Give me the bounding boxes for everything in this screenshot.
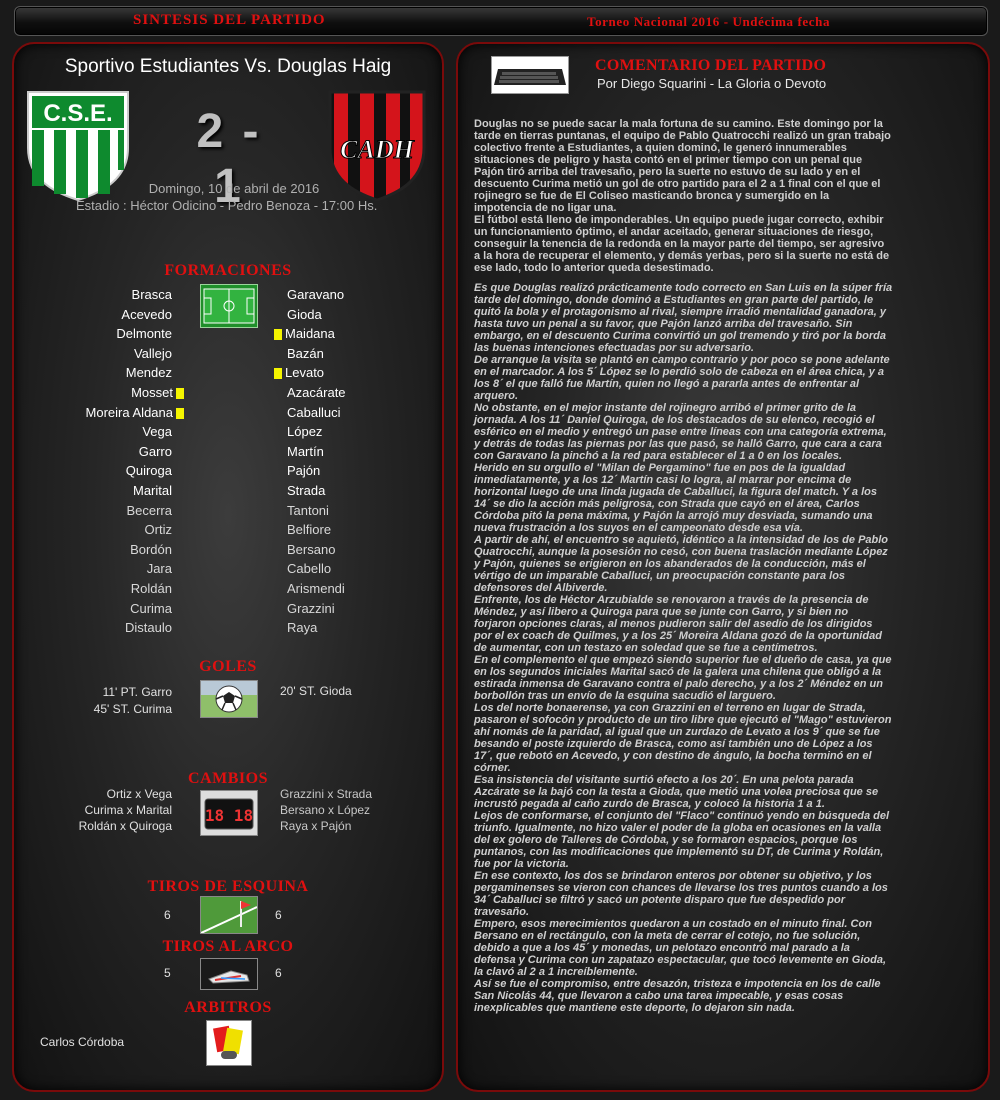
article-line: defensores del Albiverde. <box>474 582 608 594</box>
home-player <box>145 522 172 537</box>
article-line: Los del norte bonaerense, ya con Grazzini en el terreno en lugar de Strada, <box>474 702 866 714</box>
article-line: la clavó al 2 a 1 increíblemente. <box>474 966 638 978</box>
goals-heading: GOLES <box>199 658 257 675</box>
article-line: besando el poste izquierdo de Brasca, como así también uno de López a los <box>474 738 873 750</box>
home-player-name: Curima <box>130 600 172 616</box>
article-line: Azcárate se la bajó con la testa a Gioda, que metió una volea preciosa que se <box>474 786 879 798</box>
away-player <box>287 405 340 420</box>
away-crest-text: CADH <box>340 135 414 164</box>
home-crest-text: C.S.E. <box>43 100 113 127</box>
keyboard-icon <box>491 56 569 94</box>
article-line: quitó la bola y el protagonismo al rival, siempre irradió mentalidad ganadora, y <box>474 306 886 318</box>
away-player-name: Arismendi <box>287 581 345 596</box>
article-line: Herido en su orgullo el "Milan de Pergamino" fue en pos de la igualdad <box>474 462 846 474</box>
article-line: estirada inmensa de Garavano contra el palo derecho, y a los 2´ Méndez en un <box>474 678 883 690</box>
article-line: situaciones de peligro y hasta contó en el primer tiempo con un penal que <box>474 154 863 166</box>
away-player <box>287 287 344 302</box>
away-player <box>287 522 331 537</box>
referees-heading: ARBITROS <box>184 999 272 1016</box>
corners-heading: TIROS DE ESQUINA <box>147 878 309 895</box>
corner-flag-icon <box>200 896 258 934</box>
away-player-name: Raya <box>287 620 318 636</box>
home-player-name: Vallejo <box>133 345 172 361</box>
home-player-name: Garro <box>138 443 172 459</box>
away-player <box>287 463 320 478</box>
away-player-name: Azacárate <box>287 385 346 400</box>
home-player <box>131 385 184 400</box>
away-player-name: Bazán <box>287 345 324 361</box>
article-line: San Nicolás 44, que llevaron a cabo una tarea impecable, y esas cosas <box>474 990 844 1002</box>
article-line: fue por la victoria. <box>474 858 569 870</box>
article-line: Esa insistencia del visitante surtió efecto a los 20´. En una pelota parada <box>474 774 854 786</box>
article-line: y Pajón, quienes se erigieron en los abanderados de la conducción, más el <box>474 558 866 570</box>
article-line: un funcionamiento óptimo, el andar aceitado, generar situaciones de riesgo, <box>474 226 874 238</box>
article-line: ahí nomás de la paridad, al igual que un zurdazo de Levato a los 9´ que se fue <box>474 726 880 738</box>
article-line: pasaron el sofocón y producto de un tiro libre que ejecutó el "Mago" estuvieron <box>474 714 892 726</box>
article-line: puntanos, con las modificaciones que implementó su DT, de Curima y Roldán, <box>474 846 884 858</box>
away-player-name: Strada <box>287 483 326 498</box>
home-player <box>132 287 172 302</box>
home-player <box>131 581 172 596</box>
article-line: ese lado, todo lo anterior queda desestimado. <box>474 262 714 274</box>
home-player-name: Distaulo <box>125 620 172 636</box>
changes-heading: CAMBIOS <box>188 770 268 787</box>
article-line: triunfo. Igualmente, no hizo valer el poder de la globa en ocasiones en la valla <box>474 822 882 834</box>
article-line: El fútbol está lleno de imponderables. Un equipo puede jugar correcto, exhibir <box>474 214 884 226</box>
article-line: pergaminenses se vieron con chances de llevarse los tres puntos cuando a los <box>474 882 888 894</box>
home-player-name: Brasca <box>131 287 172 302</box>
article-line: 34´ Caballuci se filtró y sacó un potente disparo que fue despedido por <box>474 894 846 906</box>
article-line: Así se fue el compromiso, entre desazón, tristeza e impotencia en los de calle <box>474 978 881 990</box>
article-line: del ex golero de Talleres de Córdoba, y se formaron espacios, porque los <box>474 834 858 846</box>
article-line: No obstante, en el mejor instante del rojinegro arribó el primer grito de la <box>474 402 857 414</box>
away-player <box>274 365 324 380</box>
away-player-name: Cabello <box>287 561 332 577</box>
home-player-name: Vega <box>142 424 172 440</box>
away-player-name: Caballuci <box>287 404 341 420</box>
article-line: Douglas no se puede sacar la mala fortuna de su camino. Este domingo por la <box>474 118 883 130</box>
article-line: conseguir la tenencia de la redonda en la mayor parte del tiempo, ser agresivo <box>474 238 885 250</box>
article-line: forjaron opciones claras, al menos pudieron salir del asedio de los dirigidos <box>474 618 873 630</box>
article-line: embargo, en el descuento Curima convirtió un gol tremendo y tiró por la borda <box>474 330 886 342</box>
away-goal-1: 20' ST. Gioda <box>280 684 352 698</box>
home-player-name: Moreira Aldana <box>85 404 173 420</box>
article-line: vértigo de un imparable Caballuci, un preocupación constante para los <box>474 570 846 582</box>
article-line: En ese contexto, los dos se brindaron enteros por obtener su objetivo, y los <box>474 870 872 882</box>
article-line: y detrás de todas las piernas por las que pasó, se halló Garro, que cara a cara <box>474 438 882 450</box>
article-line: las buenas intenciones efectuadas por su adversario. <box>474 342 754 354</box>
article-line: horizontal luego de una linda jugada de Caballuci, la figura del match. Y a los <box>474 486 878 498</box>
article-line: con Garavano la pinchó a la red para establecer el 1 a 0 en los locales. <box>474 450 843 462</box>
away-player <box>274 326 335 341</box>
away-player <box>287 503 329 518</box>
home-player-name: Ortiz <box>144 522 172 538</box>
away-player-name: Martín <box>287 443 324 459</box>
home-player-name: Marital <box>132 483 172 498</box>
article-line: los 8´ el que falló fue Martín, quien no llegó a pararla antes de enfrentar al <box>474 378 860 390</box>
article-line: nueva frustración a los suyos en el campeonato desde esa vía. <box>474 522 803 534</box>
away-player-name: Maidana <box>285 326 335 342</box>
away-shots: 6 <box>275 966 282 980</box>
away-player <box>287 483 325 498</box>
away-change-2: Bersano x López <box>280 803 371 817</box>
away-player-name: Gioda <box>287 306 322 322</box>
article-line: esférico en el medio y entregó un pase entre líneas con una categoría extrema, <box>474 426 887 438</box>
article-line: arquero. <box>474 390 519 402</box>
article-line: De arranque la visita se plantó en campo contrario y por poco se pone adelante <box>474 354 890 366</box>
away-player <box>287 385 346 400</box>
article-line: en el marcador. A los 5´ López se lo perdió solo de cabeza en el área chica, y a <box>474 366 885 378</box>
article-line: hasta tuvo un penal a su favor, que Pajón lanzó arriba del travesaño. Sin <box>474 318 853 330</box>
home-change-1: Ortiz x Vega <box>106 787 172 801</box>
article-line: 14´ se dio la acción más peligrosa, con Strada que cayó en el área, Carlos <box>474 498 860 510</box>
away-player <box>287 542 335 557</box>
home-goal-2: 45' ST. Curima <box>93 702 172 716</box>
article-line: por el ex coach de Quilmes, y a los 25´ Moreira Aldana gozó de la oportunidad <box>474 630 882 642</box>
sub-board-text: 18 18 <box>204 806 254 825</box>
article-line: tarde del domingo, donde dominó a Estudiantes en gran parte del partido, le <box>474 294 874 306</box>
sub-board-icon <box>200 790 258 836</box>
away-change-3: Raya x Pajón <box>280 819 352 833</box>
away-corners: 6 <box>275 908 282 922</box>
article-line: impotencia de no ligar una. <box>474 202 617 214</box>
home-player-name: Becerra <box>126 502 172 518</box>
yellow-card-icon <box>274 329 282 340</box>
home-player <box>126 365 172 380</box>
article-line: descuento Curima metió un gol de otro partido para el 2 a 1 final con el que el <box>474 178 881 190</box>
away-player-name: Belfiore <box>287 522 332 538</box>
article-line: colectivo frente a Estudiantes, a quien dominó, le generó innumerables <box>474 142 847 154</box>
article-line: tarde en tierras puntanas, el equipo de Pablo Quatrocchi realizó un gran trabajo <box>474 130 891 142</box>
article-line: borbollón tras un envío de la esquina sacudió el larguero. <box>474 690 776 702</box>
away-change-1: Grazzini x Strada <box>280 787 373 801</box>
home-player-name: Mosset <box>131 385 173 400</box>
top-header-bar <box>14 6 988 36</box>
comment-byline: Por Diego Squarini - La Gloria o Devoto <box>597 76 827 91</box>
article-line: Bersano en el rectángulo, con la meta de cerrar el cotejo, no fue solución, <box>474 930 861 942</box>
home-player <box>142 424 172 439</box>
article-line: en los segundos iniciales Marital sacó de la galera una chilena que obligó a la <box>474 666 882 678</box>
home-shots: 5 <box>164 966 171 980</box>
home-player-name: Jara <box>146 561 172 577</box>
home-player-name: Quiroga <box>125 463 172 479</box>
referee-cards-icon <box>206 1020 252 1066</box>
summary-title: SINTESIS DEL PARTIDO <box>133 12 326 28</box>
article-line: 17´, que rebotó en Acevedo, y con destino de ángulo, la bocha terminó en el <box>474 750 872 762</box>
article-line: Córdoba pitó la pena máxima, y Pajón la arrojó muy desviada, sumando una <box>474 510 873 522</box>
article-line: rojinegro se fue de El Coliseo masticando bronca y sumergido en la <box>474 190 830 202</box>
article-line: inmediatamente, y a los 12´ Martín casi lo logra, al marrar por encima de <box>474 474 852 486</box>
home-player-name: Acevedo <box>121 306 172 322</box>
article-line: travesaño. <box>474 906 530 918</box>
home-player <box>121 307 172 322</box>
away-player <box>287 561 331 576</box>
article-line: inexplicables que mantiene este deporte, lo dejaron sin nada. <box>474 1002 795 1014</box>
away-player-name: Garavano <box>287 287 345 302</box>
lineups-heading: FORMACIONES <box>164 262 292 279</box>
home-player <box>139 444 172 459</box>
away-player <box>287 581 345 596</box>
article-line: Lejos de conformarse, el conjunto del "Flaco" continuó yendo en búsqueda del <box>474 810 890 822</box>
away-player <box>287 620 317 635</box>
article-line: a la hora de recuperar el elemento, y demás yerbas, pero si la suerte no está de <box>474 250 890 262</box>
comment-panel <box>456 42 990 1092</box>
referee-name: Carlos Córdoba <box>40 1035 125 1049</box>
article-line: de aumentar, con un testazo en soledad que se fue a centímetros. <box>474 642 818 654</box>
article-body <box>474 118 970 1022</box>
article-line: A partir de ahí, el encuentro se aquietó, idéntico a la intensidad de los de Pablo <box>474 534 889 546</box>
home-player-name: Roldán <box>130 581 172 596</box>
article-line: jornada. A los 11´ Daniel Quiroga, de los destacados de su elenco, recogió el <box>474 414 875 426</box>
pitch-icon <box>200 284 258 328</box>
comment-heading: COMENTARIO DEL PARTIDO <box>595 57 827 74</box>
away-player <box>287 601 335 616</box>
yellow-card-icon <box>274 368 282 379</box>
article-line: defensa y Curima con un zapatazo espectacular, que tocó levemente en Gioda, <box>474 954 887 966</box>
home-player <box>147 561 172 576</box>
home-player <box>133 483 172 498</box>
yellow-card-icon <box>176 408 184 419</box>
away-player <box>287 307 322 322</box>
home-player <box>134 346 172 361</box>
article-line: En el complemento el que empezó siendo superior fue el dueño de casa, ya que <box>474 654 892 666</box>
away-player <box>287 444 324 459</box>
home-player <box>130 601 172 616</box>
article-line: debido a que a los 45´ y monedas, un pelotazo encontró mal parado a la <box>474 942 850 954</box>
home-player <box>125 620 172 635</box>
match-stadium: Estadio : Héctor Odicino - Pedro Benoza - 17:00 Hs. <box>76 198 378 213</box>
shots-heading: TIROS AL ARCO <box>162 938 294 955</box>
away-player <box>287 346 324 361</box>
home-player <box>126 463 172 478</box>
home-player-name: Delmonte <box>116 326 172 342</box>
article-line: incrustó pegada al caño zurdo de Brasca, y colocó la historia 1 a 1. <box>474 798 825 810</box>
away-player <box>287 424 322 439</box>
article-line: Quatrocchi, aunque la posesión no cesó, con buena traslación mediante López <box>474 546 888 558</box>
final-score: 2 - 1 <box>196 105 262 213</box>
home-player-name: Mendez <box>125 365 172 381</box>
home-player-name: Bordón <box>130 541 172 557</box>
away-player-name: Levato <box>285 365 325 381</box>
away-player-name: Pajón <box>287 463 321 479</box>
away-player-name: Grazzini <box>287 600 335 616</box>
home-change-2: Curima x Marital <box>84 803 172 817</box>
match-title: Sportivo Estudiantes Vs. Douglas Haig <box>64 56 392 77</box>
article-line: Empero, esos merecimientos quedaron a un costado en el minuto final. Con <box>474 918 872 930</box>
home-change-3: Roldán x Quiroga <box>78 819 172 833</box>
article-line: córner. <box>474 762 511 774</box>
ball-icon <box>200 680 258 718</box>
home-player <box>116 326 172 341</box>
away-player-name: Bersano <box>287 541 336 557</box>
boots-icon <box>200 958 258 990</box>
article-line: Enfrente, los de Héctor Arzubialde se renovaron a través de la presencia de <box>474 594 869 606</box>
away-player-name: Tantoni <box>287 502 329 518</box>
home-player <box>86 405 184 420</box>
away-player-name: López <box>287 424 323 440</box>
home-goal-1: 11' PT. Garro <box>102 685 172 699</box>
yellow-card-icon <box>176 388 184 399</box>
home-corners: 6 <box>164 908 171 922</box>
home-player <box>126 503 172 518</box>
home-player <box>130 542 172 557</box>
match-summary-panel <box>12 42 444 1092</box>
match-date: Domingo, 10 de abril de 2016 <box>148 181 320 196</box>
article-line: Méndez, y así libero a Quiroga para que se junte con Garro, y si bien no <box>474 606 849 618</box>
article-paragraph-2 <box>474 282 970 1014</box>
tournament-title: Torneo Nacional 2016 - Undécima fecha <box>587 14 831 29</box>
article-line: Pajón tiró arriba del travesaño, pero la suerte no estuvo de su lado y en el <box>474 166 861 178</box>
article-line: Es que Douglas realizó prácticamente todo correcto en San Luis en la súper fría <box>474 282 893 294</box>
article-paragraph-1 <box>474 118 970 274</box>
